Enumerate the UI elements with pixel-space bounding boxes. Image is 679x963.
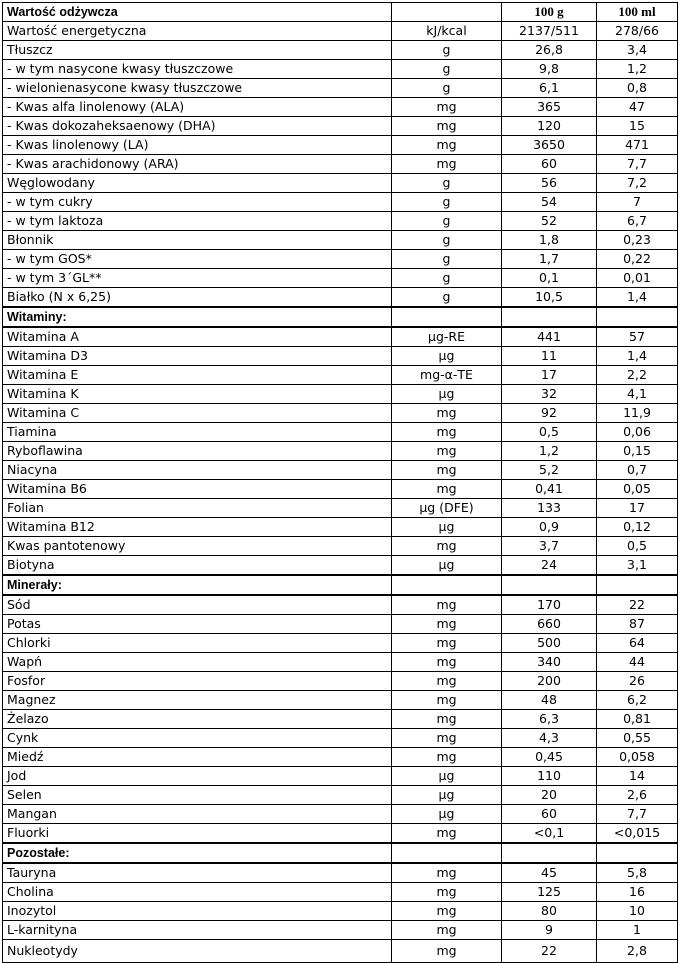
value-100g-cell: 45 [502,863,597,883]
nutrient-name-cell: Tiamina [3,423,392,442]
nutrient-name-cell: - Kwas dokozaheksaenowy (DHA) [3,117,392,136]
value-100ml-cell: 0,12 [597,518,678,537]
nutrient-name-cell: Sód [3,595,392,615]
table-row [3,347,678,366]
nutrient-name-cell: - w tym laktoza [3,212,392,231]
value-100ml-cell: 7 [597,193,678,212]
value-100g-cell: 20 [502,786,597,805]
unit-cell: µg [392,786,502,805]
table-row [3,79,678,98]
nutrient-name-cell: L-karnityna [3,921,392,940]
table-row [3,863,678,883]
nutrient-name-cell: Cholina [3,883,392,902]
table-row [3,442,678,461]
value-100ml-cell: 87 [597,615,678,634]
unit-cell: µg [392,518,502,537]
unit-cell: mg [392,902,502,921]
nutrient-name-cell: Witamina A [3,327,392,347]
value-100g-cell: 10,5 [502,288,597,308]
unit-cell: g [392,288,502,308]
value-100g-cell: 5,2 [502,461,597,480]
value-100ml-cell: 4,1 [597,385,678,404]
nutrient-name-cell: Nukleotydy [3,940,392,963]
value-100ml-cell: 1 [597,921,678,940]
unit-cell: mg [392,117,502,136]
value-100g-cell: 441 [502,327,597,347]
value-100g-cell: 60 [502,155,597,174]
nutrient-name-cell: Selen [3,786,392,805]
nutrient-name-cell: Wartość energetyczna [3,22,392,41]
section-empty-cell [597,575,678,595]
table-row [3,902,678,921]
nutrient-name-cell: Witamina B6 [3,480,392,499]
nutrient-name-cell: Żelazo [3,710,392,729]
nutrient-name-cell: Fosfor [3,672,392,691]
nutrient-name-cell: Inozytol [3,902,392,921]
unit-cell: µg (DFE) [392,499,502,518]
table-row [3,518,678,537]
section-empty-cell [502,307,597,327]
value-100ml-cell: 3,4 [597,41,678,60]
header-unit-cell [392,3,502,22]
table-row [3,155,678,174]
value-100ml-cell: 64 [597,634,678,653]
nutrient-name-cell: Wapń [3,653,392,672]
value-100ml-cell: 14 [597,767,678,786]
nutrient-name-cell: Jod [3,767,392,786]
value-100ml-cell: 7,7 [597,155,678,174]
value-100g-cell: 56 [502,174,597,193]
value-100ml-cell: 1,4 [597,347,678,366]
unit-cell: mg [392,940,502,963]
unit-cell: g [392,212,502,231]
table-row [3,634,678,653]
table-row [3,98,678,117]
value-100ml-cell: 0,81 [597,710,678,729]
unit-cell: mg [392,634,502,653]
section-empty-cell [502,575,597,595]
unit-cell: mg-α-TE [392,366,502,385]
value-100g-cell: 22 [502,940,597,963]
table-row [3,615,678,634]
unit-cell: mg [392,136,502,155]
value-100g-cell: 0,45 [502,748,597,767]
unit-cell: mg [392,824,502,844]
unit-cell: mg [392,748,502,767]
unit-cell: g [392,231,502,250]
value-100ml-cell: 0,15 [597,442,678,461]
unit-cell: µg [392,767,502,786]
table-row [3,60,678,79]
section-header-row [3,307,678,327]
value-100g-cell: 24 [502,556,597,576]
nutrient-name-cell: Potas [3,615,392,634]
value-100ml-cell: 26 [597,672,678,691]
value-100g-cell: 0,1 [502,269,597,288]
value-100ml-cell: 0,8 [597,79,678,98]
table-row [3,595,678,615]
unit-cell: mg [392,653,502,672]
value-100ml-cell: 0,06 [597,423,678,442]
nutrient-name-cell: Mangan [3,805,392,824]
nutrition-table [2,2,678,963]
value-100g-cell: 48 [502,691,597,710]
table-row [3,921,678,940]
unit-cell: mg [392,404,502,423]
table-row [3,729,678,748]
value-100g-cell: 1,8 [502,231,597,250]
value-100ml-cell: 471 [597,136,678,155]
value-100ml-cell: 3,1 [597,556,678,576]
table-row [3,193,678,212]
unit-cell: mg [392,442,502,461]
section-title-cell: Witaminy: [3,307,392,327]
value-100ml-cell: 11,9 [597,404,678,423]
unit-cell: kJ/kcal [392,22,502,41]
unit-cell: mg [392,729,502,748]
nutrient-name-cell: Ryboflawina [3,442,392,461]
section-header-row [3,575,678,595]
unit-cell: mg [392,672,502,691]
nutrient-name-cell: Witamina B12 [3,518,392,537]
table-row [3,22,678,41]
value-100ml-cell: <0,015 [597,824,678,844]
value-100ml-cell: 6,2 [597,691,678,710]
nutrient-name-cell: Witamina D3 [3,347,392,366]
table-row [3,250,678,269]
value-100g-cell: 170 [502,595,597,615]
value-100ml-cell: 44 [597,653,678,672]
unit-cell: mg [392,691,502,710]
value-100ml-cell: 0,55 [597,729,678,748]
nutrient-name-cell: - Kwas linolenowy (LA) [3,136,392,155]
value-100g-cell: 1,7 [502,250,597,269]
section-empty-cell [392,307,502,327]
value-100ml-cell: 2,8 [597,940,678,963]
value-100ml-cell: 0,05 [597,480,678,499]
value-100g-cell: 0,5 [502,423,597,442]
header-100g-cell: 100 g [502,3,597,22]
value-100g-cell: 133 [502,499,597,518]
table-row [3,231,678,250]
unit-cell: mg [392,537,502,556]
nutrient-name-cell: - w tym nasycone kwasy tłuszczowe [3,60,392,79]
value-100ml-cell: 16 [597,883,678,902]
table-row [3,556,678,576]
nutrient-name-cell: Witamina E [3,366,392,385]
unit-cell: g [392,60,502,79]
value-100g-cell: 9 [502,921,597,940]
value-100g-cell: 0,9 [502,518,597,537]
header-name-cell: Wartość odżywcza [3,3,392,22]
value-100ml-cell: 0,058 [597,748,678,767]
value-100g-cell: 200 [502,672,597,691]
unit-cell: g [392,79,502,98]
unit-cell: µg-RE [392,327,502,347]
table-row [3,883,678,902]
table-row [3,174,678,193]
nutrition-table-body [3,3,678,963]
value-100g-cell: 340 [502,653,597,672]
value-100ml-cell: 17 [597,499,678,518]
unit-cell: mg [392,155,502,174]
table-row [3,327,678,347]
table-row [3,288,678,308]
section-title-cell: Minerały: [3,575,392,595]
table-row [3,767,678,786]
nutrient-name-cell: Białko (N x 6,25) [3,288,392,308]
table-row [3,423,678,442]
nutrient-name-cell: Węglowodany [3,174,392,193]
section-empty-cell [597,307,678,327]
value-100ml-cell: 15 [597,117,678,136]
nutrient-name-cell: - Kwas alfa linolenowy (ALA) [3,98,392,117]
value-100ml-cell: 57 [597,327,678,347]
section-empty-cell [392,575,502,595]
unit-cell: g [392,269,502,288]
value-100g-cell: 365 [502,98,597,117]
value-100ml-cell: 0,01 [597,269,678,288]
value-100g-cell: 9,8 [502,60,597,79]
nutrient-name-cell: Błonnik [3,231,392,250]
value-100ml-cell: 1,2 [597,60,678,79]
nutrient-name-cell: Witamina C [3,404,392,423]
unit-cell: g [392,193,502,212]
nutrient-name-cell: Fluorki [3,824,392,844]
table-row [3,269,678,288]
table-row [3,748,678,767]
unit-cell: mg [392,710,502,729]
nutrient-name-cell: - Kwas arachidonowy (ARA) [3,155,392,174]
value-100g-cell: 6,3 [502,710,597,729]
unit-cell: g [392,250,502,269]
value-100g-cell: 26,8 [502,41,597,60]
unit-cell: µg [392,805,502,824]
unit-cell: µg [392,347,502,366]
unit-cell: mg [392,615,502,634]
nutrient-name-cell: Chlorki [3,634,392,653]
value-100ml-cell: 2,6 [597,786,678,805]
value-100ml-cell: 1,4 [597,288,678,308]
value-100ml-cell: 7,7 [597,805,678,824]
unit-cell: g [392,174,502,193]
value-100g-cell: 3,7 [502,537,597,556]
unit-cell: mg [392,921,502,940]
value-100g-cell: 17 [502,366,597,385]
value-100ml-cell: 6,7 [597,212,678,231]
section-title-cell: Pozostałe: [3,843,392,863]
value-100g-cell: 660 [502,615,597,634]
nutrient-name-cell: Biotyna [3,556,392,576]
table-row [3,672,678,691]
table-row [3,385,678,404]
value-100g-cell: <0,1 [502,824,597,844]
value-100g-cell: 2137/511 [502,22,597,41]
table-row [3,41,678,60]
header-100ml-cell: 100 ml [597,3,678,22]
nutrient-name-cell: Miedź [3,748,392,767]
nutrient-name-cell: Folian [3,499,392,518]
nutrient-name-cell: - w tym GOS* [3,250,392,269]
unit-cell: µg [392,385,502,404]
value-100ml-cell: 0,5 [597,537,678,556]
value-100g-cell: 6,1 [502,79,597,98]
value-100ml-cell: 0,22 [597,250,678,269]
value-100ml-cell: 22 [597,595,678,615]
unit-cell: mg [392,595,502,615]
unit-cell: g [392,41,502,60]
value-100g-cell: 60 [502,805,597,824]
nutrient-name-cell: Witamina K [3,385,392,404]
value-100g-cell: 11 [502,347,597,366]
table-row [3,824,678,844]
section-empty-cell [392,843,502,863]
value-100g-cell: 120 [502,117,597,136]
table-row [3,366,678,385]
value-100g-cell: 3650 [502,136,597,155]
unit-cell: mg [392,480,502,499]
value-100g-cell: 80 [502,902,597,921]
table-row [3,480,678,499]
value-100g-cell: 52 [502,212,597,231]
table-row [3,499,678,518]
value-100ml-cell: 47 [597,98,678,117]
value-100ml-cell: 0,23 [597,231,678,250]
table-row [3,710,678,729]
unit-cell: mg [392,863,502,883]
table-header-row [3,3,678,22]
value-100ml-cell: 278/66 [597,22,678,41]
table-row [3,805,678,824]
section-empty-cell [502,843,597,863]
unit-cell: mg [392,98,502,117]
value-100g-cell: 54 [502,193,597,212]
table-row [3,461,678,480]
nutrient-name-cell: Niacyna [3,461,392,480]
section-empty-cell [597,843,678,863]
nutrient-name-cell: - wielonienasycone kwasy tłuszczowe [3,79,392,98]
table-row [3,786,678,805]
table-row [3,691,678,710]
table-row [3,404,678,423]
table-row [3,537,678,556]
table-row [3,212,678,231]
unit-cell: mg [392,883,502,902]
value-100ml-cell: 0,7 [597,461,678,480]
nutrient-name-cell: Kwas pantotenowy [3,537,392,556]
unit-cell: mg [392,461,502,480]
table-row [3,117,678,136]
value-100g-cell: 92 [502,404,597,423]
nutrient-name-cell: - w tym cukry [3,193,392,212]
value-100g-cell: 0,41 [502,480,597,499]
value-100ml-cell: 2,2 [597,366,678,385]
value-100g-cell: 32 [502,385,597,404]
table-row [3,653,678,672]
unit-cell: µg [392,556,502,576]
value-100ml-cell: 5,8 [597,863,678,883]
value-100g-cell: 500 [502,634,597,653]
unit-cell: mg [392,423,502,442]
value-100g-cell: 125 [502,883,597,902]
nutrient-name-cell: Tauryna [3,863,392,883]
value-100g-cell: 1,2 [502,442,597,461]
nutrient-name-cell: Magnez [3,691,392,710]
table-row [3,940,678,963]
value-100ml-cell: 7,2 [597,174,678,193]
value-100ml-cell: 10 [597,902,678,921]
table-row [3,136,678,155]
value-100g-cell: 4,3 [502,729,597,748]
nutrient-name-cell: Tłuszcz [3,41,392,60]
nutrient-name-cell: - w tym 3´GL** [3,269,392,288]
nutrient-name-cell: Cynk [3,729,392,748]
value-100g-cell: 110 [502,767,597,786]
section-header-row [3,843,678,863]
